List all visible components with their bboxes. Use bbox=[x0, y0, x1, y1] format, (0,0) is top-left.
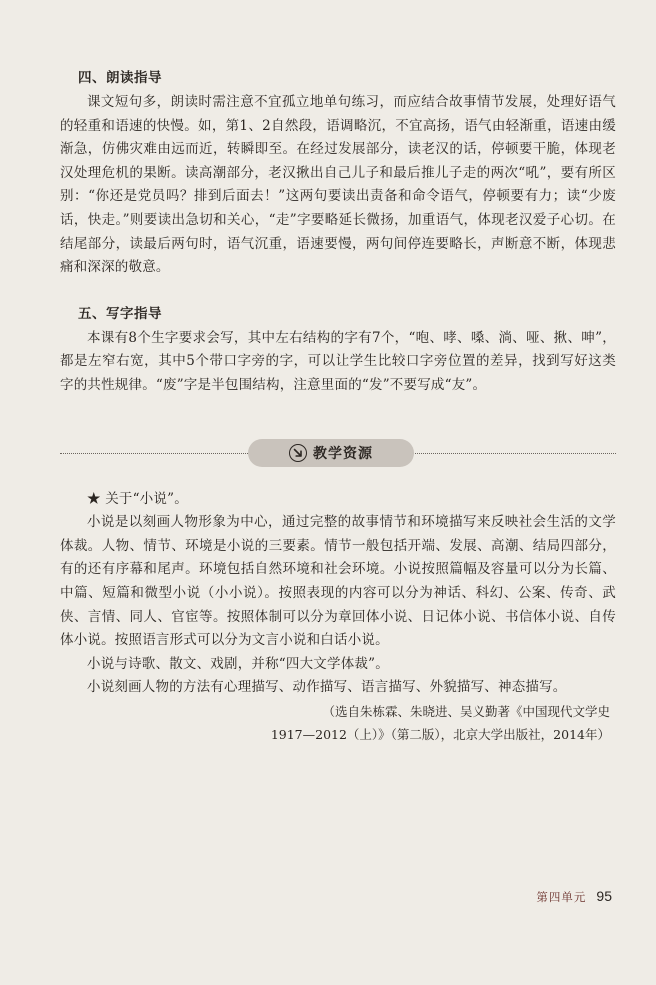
resource-paragraph: 小说刻画人物的方法有心理描写、动作描写、语言描写、外貌描写、神态描写。 bbox=[87, 679, 567, 696]
unit-label: 第四单元 bbox=[536, 890, 587, 904]
section-paragraph: 本课有8个生字要求会写，其中左右结构的字有7个，“咆、哮、嗓、淌、哑、揪、呻”，都是左窄右宽，其中5个带口字旁的字，可以让学生比较口字旁位置的差异，找到写好这类字的共性规律。“废”字是半包围结构，注意里面的“发”不要写成“友”。 bbox=[60, 329, 616, 393]
resource-badge-title: 教学资源 bbox=[313, 445, 373, 462]
section-teaching-resources bbox=[60, 488, 616, 746]
resource-paragraph: 小说与诗歌、散文、戏剧，并称“四大文学体裁”。 bbox=[87, 655, 389, 672]
citation-line: 1917—2012（上）》（第二版），北京大学出版社，2014年） bbox=[270, 726, 610, 742]
resource-badge bbox=[248, 439, 414, 467]
page-footer bbox=[536, 888, 612, 905]
resource-paragraph: 小说是以刻画人物形象为中心，通过完整的故事情节和环境描写来反映社会生活的文学体裁。人物、情节、环境是小说的三要素。情节一般包括开端、发展、高潮、结局四部分，有的还有序幕和尾声。环境包括自然环境和社会环境。小说按照篇幅及容量可以分为长篇、中篇、短篇和微型小说（小小说）。按照表现的内容可以分为神话、科幻、公案、传奇、武侠、言情、同人、官宦等。按照体制可以分为章回体小说、日记体小说、书信体小说、自传体小说。按照语言形式可以分为文言小说和白话小说。 bbox=[60, 514, 616, 649]
section-paragraph: 课文短句多，朗读时需注意不宜孤立地单句练习，而应结合故事情节发展，处理好语气的轻重和语速的快慢。如，第1、2自然段，语调略沉，不宜高扬，语气由轻渐重，语速由缓渐急，仿佛灾难由远而近，转瞬即至。在经过发展部分，读老汉的话，停顿要干脆，体现老汉处理危机的果断。读高潮部分，老汉揪出自己儿子和最后推儿子走的两次“吼”，要有所区别：“你还是党员吗？排到后面去！”这两句要读出责备和命令语气，停顿要有力；读“少废话，快走。”则要读出急切和关心，“走”字要略延长微扬，加重语气，体现老汉爱子心切。在结尾部分，读最后两句时，语气沉重，语速要慢，两句间停连要略长，声断意不断，体现悲痛和深深的敬意。 bbox=[60, 94, 616, 276]
page-number: 95 bbox=[596, 888, 612, 904]
resource-topic: ★ 关于“小说”。 bbox=[87, 490, 188, 507]
section-writing-guidance bbox=[60, 302, 616, 398]
section-reading-guidance bbox=[60, 66, 616, 280]
citation-line: （选自朱栋霖、朱晓进、吴义勤著《中国现代文学史 bbox=[322, 703, 610, 719]
section-heading: 四、朗读指导 bbox=[78, 70, 162, 86]
resource-divider bbox=[60, 438, 616, 468]
section-heading: 五、写字指导 bbox=[78, 305, 162, 322]
arrow-circle-icon bbox=[289, 444, 307, 462]
page-content bbox=[60, 66, 616, 746]
source-citation bbox=[60, 700, 616, 746]
